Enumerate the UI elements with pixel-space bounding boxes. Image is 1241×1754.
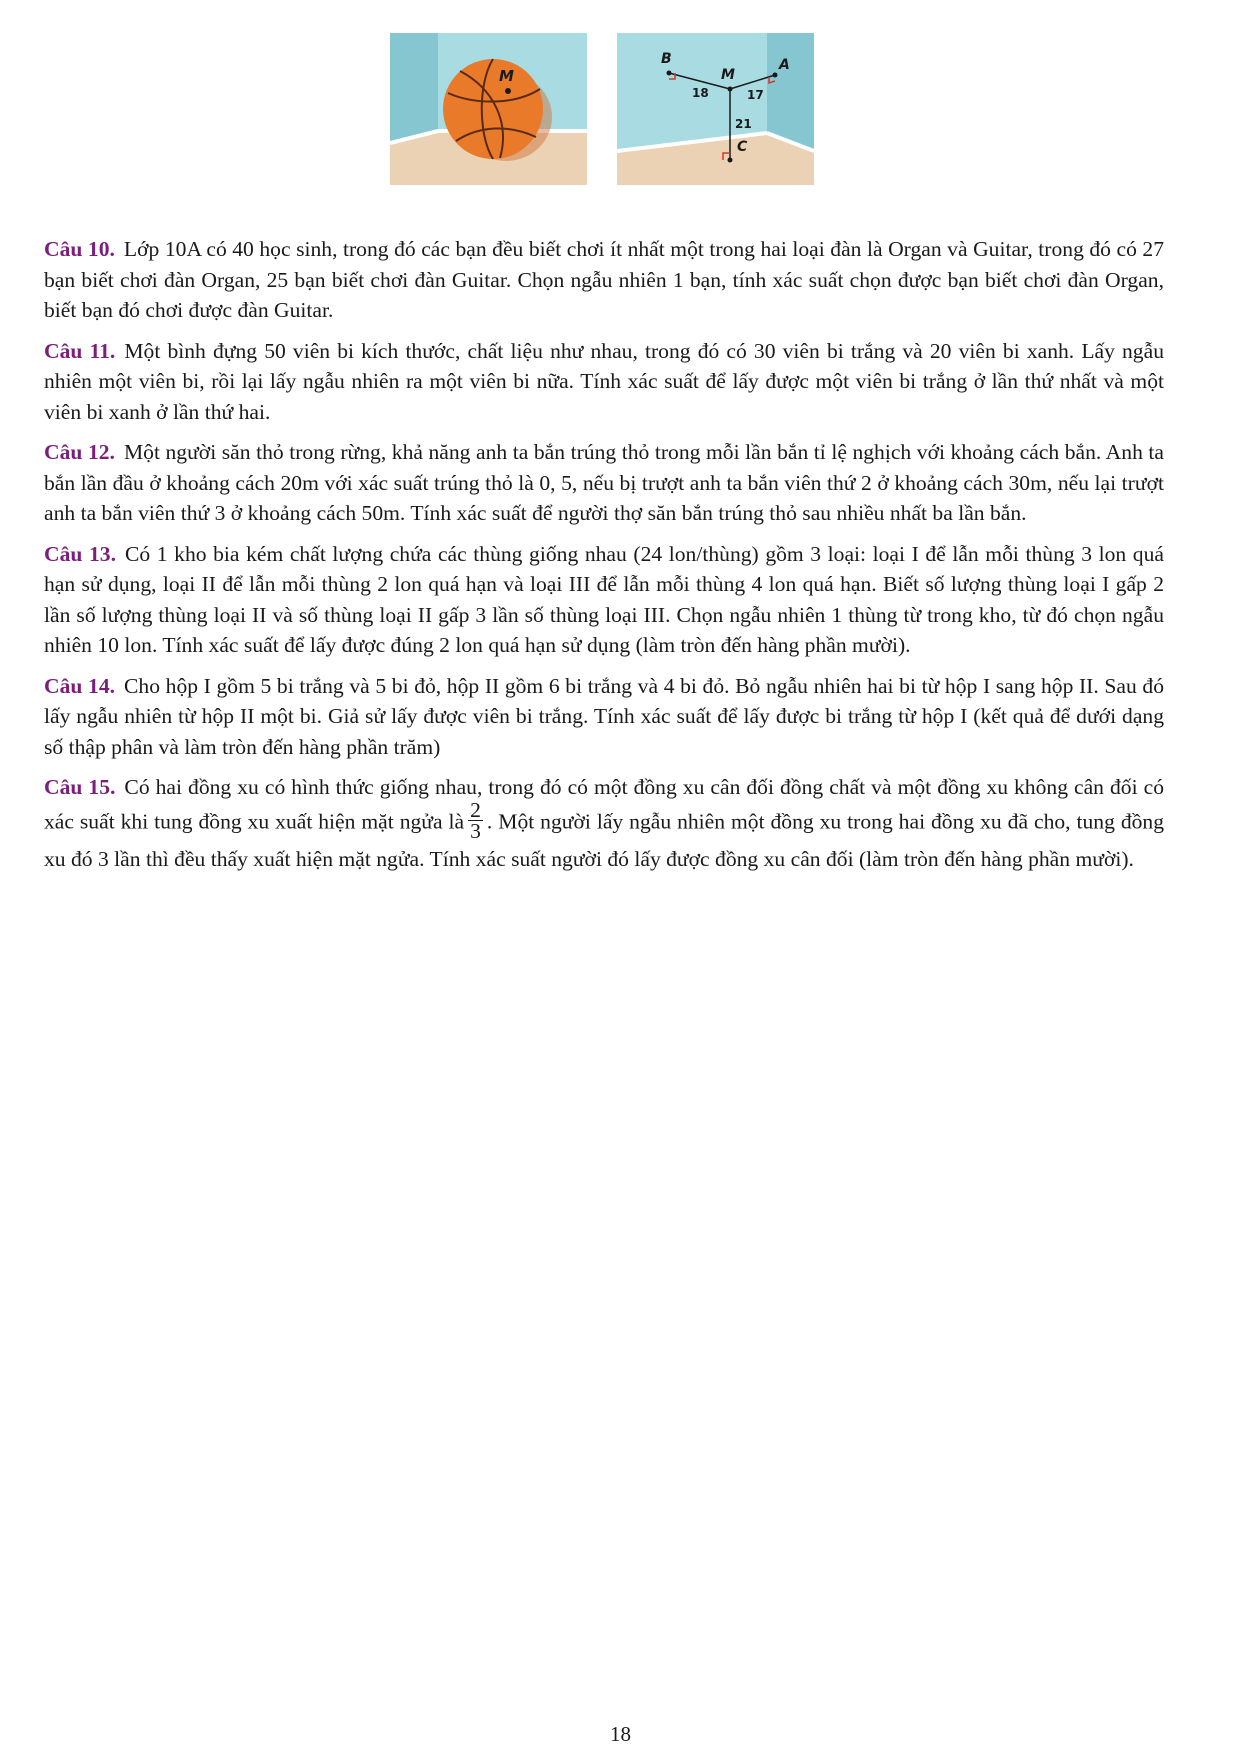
figures-row [390, 33, 817, 185]
basketball [443, 59, 543, 159]
question-11 [44, 336, 1164, 428]
question-text: Lớp 10A có 40 học sinh, trong đó các bạn đều biết chơi ít nhất một trong hai loại đàn là Organ và Guitar, trong đó có 27 bạn biết chơi đàn Organ, 25 bạn biết chơi đàn Guitar. Chọn ngẫu nhiên 1 bạn, tính xác suất chọn được bạn biết chơi đàn Organ, biết bạn đó chơi được đàn Guitar. [44, 237, 1164, 322]
question-text-before: Có hai đồng xu có hình thức giống nhau, trong đó có một đồng xu cân đối đồng chất và một đồng xu không cân đối có xác suất khi tung đồng xu xuất hiện mặt ngửa là [44, 775, 1164, 833]
question-label: Câu 12. [44, 440, 115, 464]
corner-distance-figure [617, 33, 814, 185]
label-c: C [737, 139, 748, 155]
question-label: Câu 15. [44, 775, 116, 799]
question-13 [44, 539, 1164, 661]
label-m: M [499, 67, 514, 85]
fraction-denominator: 3 [470, 818, 481, 843]
question-text: Cho hộp I gồm 5 bi trắng và 5 bi đỏ, hộp II gồm 6 bi trắng và 4 bi đỏ. Bỏ ngẫu nhiên hai bi từ hộp I sang hộp II. Sau đó lấy ngẫu nhiên từ hộp II một bi. Giả sử lấy được viên bi trắng. Tính xác suất để lấy được bi trắng từ hộp I (kết quả để dưới dạng số thập phân và làm tròn đến hàng phần trăm) [44, 673, 1165, 759]
length-ma: 17 [747, 88, 764, 102]
length-mc: 21 [735, 117, 752, 131]
question-list [44, 234, 1164, 884]
label-a: A [779, 57, 790, 73]
question-label: Câu 14. [44, 673, 116, 698]
question-12 [44, 437, 1164, 529]
question-label: Câu 11. [44, 338, 116, 363]
question-text: Một bình đựng 50 viên bi kích thước, chất liệu như nhau, trong đó có 30 viên bi trắng và 20 viên bi xanh. Lấy ngẫu nhiên một viên bi, rồi lại lấy ngẫu nhiên ra một viên bi nữa. Tính xác suất để lấy được một viên bi trắng ở lần thứ nhất và một viên bi xanh ở lần thứ hai. [44, 338, 1164, 424]
label-m: M [721, 67, 735, 83]
question-text: Một người săn thỏ trong rừng, khả năng anh ta bắn trúng thỏ trong mỗi lần bắn tỉ lệ nghịch với khoảng cách bắn. Anh ta bắn lần đầu ở khoảng cách 20m với xác suất trúng thỏ là 0, 5, nếu bị trượt anh ta bắn viên thứ 2 ở khoảng cách 30m, nếu lại trượt anh ta bắn viên thứ 3 ở khoảng cách 50m. Tính xác suất để người thợ săn bắn trúng thỏ sau nhiều nhất ba lần bắn. [44, 440, 1164, 525]
length-mb: 18 [692, 86, 709, 100]
label-b: B [661, 51, 672, 67]
question-label: Câu 13. [44, 541, 116, 566]
question-text-after: . Một người lấy ngẫu nhiên một đồng xu trong hai đồng xu đã cho, tung đồng xu đó 3 lần thì đều thấy xuất hiện mặt ngửa. Tính xác suất người đó lấy được đồng xu cân đối (làm tròn đến hàng phần mười). [44, 808, 1165, 871]
basketball-figure [390, 33, 587, 185]
fraction [468, 797, 483, 843]
question-text: Có 1 kho bia kém chất lượng chứa các thùng giống nhau (24 lon/thùng) gồm 3 loại: loại I để lẫn mỗi thùng 3 lon quá hạn sử dụng, loại II để lẫn mỗi thùng 2 lon quá hạn và loại III để lẫn mỗi thùng 4 lon quá hạn. Biết số lượng thùng loại I gấp 2 lần số lượng thùng loại II và số thùng loại II gấp 3 lần số thùng loại III. Chọn ngẫu nhiên 1 thùng từ trong kho, từ đó chọn ngẫu nhiên 10 lon. Tính xác suất để lấy được đúng 2 lon quá hạn sử dụng (làm tròn đến hàng phần mười). [44, 541, 1164, 657]
point-m [505, 88, 511, 94]
question-10 [44, 234, 1164, 326]
page-number: 18 [610, 1722, 631, 1746]
question-label: Câu 10. [44, 237, 115, 261]
fraction-numerator: 2 [470, 797, 481, 822]
question-14 [44, 671, 1164, 763]
question-15 [44, 772, 1164, 874]
